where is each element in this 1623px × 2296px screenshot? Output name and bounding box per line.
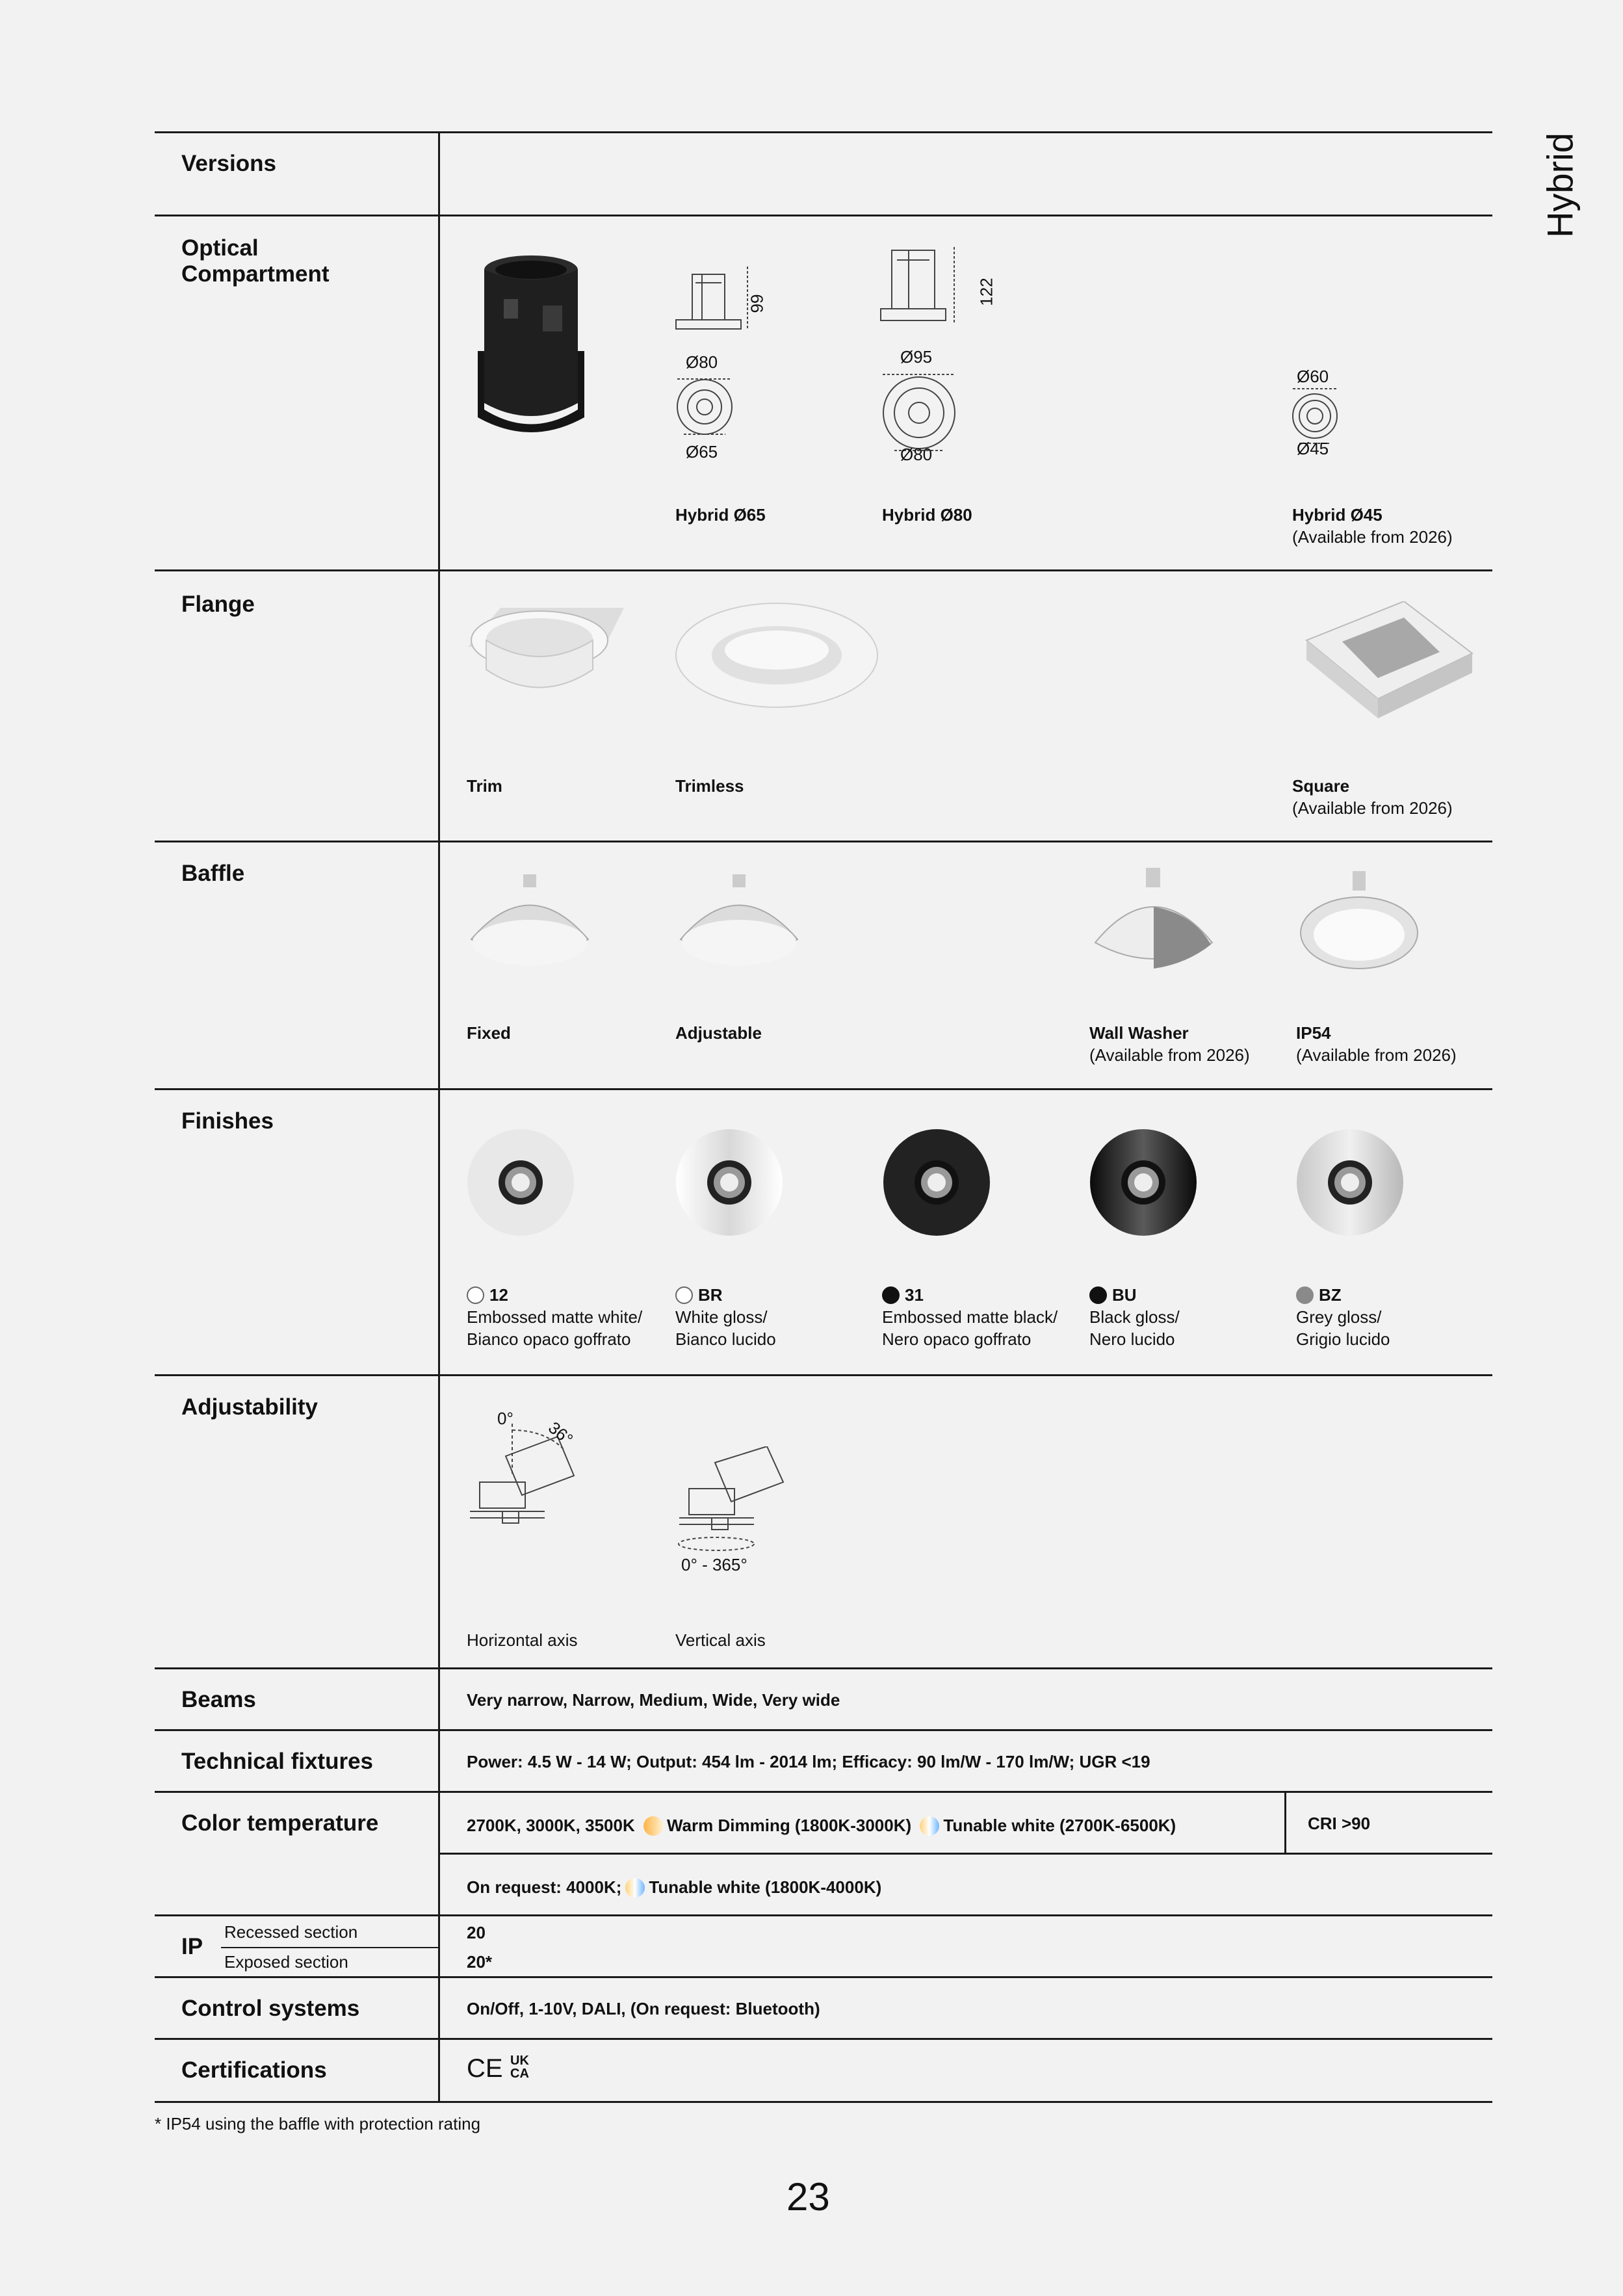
finish-br: BR White gloss/ Bianco lucido [675, 1285, 776, 1349]
row-label-control: Control systems [181, 1996, 360, 2021]
baffle-fixed-photo [465, 874, 595, 972]
rule [155, 1088, 1492, 1090]
row-label-adjustability: Adjustability [181, 1394, 318, 1420]
cri-value: CRI >90 [1308, 1814, 1371, 1833]
finish-31-swatch [882, 1128, 991, 1237]
h80-height: 122 [976, 278, 996, 306]
ip-exposed-label: Exposed section [224, 1952, 348, 1972]
h80-name: Hybrid Ø80 [882, 505, 972, 525]
row-label-versions: Versions [181, 151, 276, 176]
column-divider [438, 1667, 440, 2103]
finish-12: 12 Embossed matte white/ Bianco opaco goffrato [467, 1285, 643, 1349]
finish-dot [467, 1286, 484, 1304]
baffle-ip54-label: IP54 [1296, 1023, 1331, 1043]
control-value: On/Off, 1-10V, DALI, (On request: Bluetooth) [467, 1999, 820, 2018]
rule [155, 1914, 1492, 1916]
flange-square-note: (Available from 2026) [1292, 798, 1453, 818]
flange-trimless-photo [673, 598, 884, 715]
technical-value: Power: 4.5 W - 14 W; Output: 454 lm - 2014 lm; Efficacy: 90 lm/W - 170 lm/W; UGR <19 [467, 1752, 1150, 1771]
h45-inner: Ø45 [1297, 439, 1329, 458]
rule [155, 131, 1492, 133]
finish-dot [675, 1286, 693, 1304]
horizontal-axis-label: Horizontal axis [467, 1630, 578, 1650]
beams-value: Very narrow, Narrow, Medium, Wide, Very wide [467, 1690, 840, 1710]
color-temp-line-1: 2700K, 3000K, 3500K Warm Dimming (1800K-3000K) Tunable white (2700K-6500K) [467, 1816, 1176, 1835]
h45-note: (Available from 2026) [1292, 527, 1453, 547]
column-divider [1284, 1791, 1286, 1853]
vertical-axis-label: Vertical axis [675, 1630, 766, 1650]
row-label-technical: Technical fixtures [181, 1749, 374, 1774]
row-label-color-temperature: Color temperature [181, 1810, 379, 1836]
finish-12-swatch [466, 1128, 575, 1237]
rule [155, 1791, 1492, 1793]
h-axis-zero: 0° [497, 1409, 513, 1428]
row-label-baffle: Baffle [181, 861, 245, 886]
h65-height: 99 [747, 294, 767, 313]
tunable-white-icon [920, 1816, 939, 1836]
rule [155, 1374, 1492, 1376]
footnote: * IP54 using the baffle with protection rating [155, 2114, 481, 2133]
rule [155, 215, 1492, 216]
h80-outer: Ø95 [900, 347, 933, 367]
h65-inner: Ø65 [686, 442, 718, 462]
row-label-ip: IP [181, 1934, 203, 1959]
finish-br-swatch [675, 1128, 784, 1237]
horizontal-axis-drawing [467, 1424, 597, 1534]
optical-module-photo [465, 247, 598, 442]
finish-dot [1089, 1286, 1107, 1304]
flange-trimless-label: Trimless [675, 776, 744, 796]
ce-mark: CE [467, 2054, 503, 2083]
flange-square-label: Square [1292, 776, 1350, 796]
finish-bz-swatch [1295, 1128, 1405, 1237]
row-label-finishes: Finishes [181, 1108, 274, 1134]
page-number: 23 [786, 2175, 830, 2219]
rule [155, 2101, 1492, 2103]
baffle-wallwasher-photo [1089, 868, 1219, 978]
tunable-white-icon [625, 1878, 645, 1898]
baffle-fixed-label: Fixed [467, 1023, 511, 1043]
h45-outer: Ø60 [1297, 367, 1329, 386]
row-label-certifications: Certifications [181, 2057, 327, 2083]
finish-dot [1296, 1286, 1314, 1304]
ip-recessed-value: 20 [467, 1923, 486, 1942]
side-tab: Hybrid [1539, 133, 1581, 238]
h65-name: Hybrid Ø65 [675, 505, 766, 525]
rule [155, 1976, 1492, 1978]
finish-bu-swatch [1089, 1128, 1198, 1237]
baffle-adjustable-photo [674, 874, 804, 972]
finish-bu: BU Black gloss/ Nero lucido [1089, 1285, 1180, 1349]
flange-trim-label: Trim [467, 776, 502, 796]
flange-square-photo [1300, 601, 1479, 725]
rule [221, 1947, 440, 1948]
rule [155, 841, 1492, 842]
rule [155, 1667, 1492, 1669]
finish-dot [882, 1286, 900, 1304]
row-label-beams: Beams [181, 1687, 256, 1712]
ip-exposed-value: 20* [467, 1952, 493, 1972]
color-temp-line-2: On request: 4000K; Tunable white (1800K-4000K) [467, 1877, 882, 1897]
baffle-ip54-note: (Available from 2026) [1296, 1045, 1457, 1065]
h80-inner: Ø80 [900, 445, 933, 464]
baffle-wallwasher-label: Wall Washer [1089, 1023, 1189, 1043]
baffle-adjustable-label: Adjustable [675, 1023, 762, 1043]
h-axis-angle: 36° [544, 1417, 577, 1450]
finish-bz: BZ Grey gloss/ Grigio lucido [1296, 1285, 1390, 1349]
rule [155, 569, 1492, 571]
warm-dimming-icon [643, 1816, 663, 1836]
baffle-ip54-photo [1295, 871, 1422, 975]
baffle-wallwasher-note: (Available from 2026) [1089, 1045, 1250, 1065]
rule [440, 1853, 1492, 1855]
rule [155, 1729, 1492, 1731]
flange-trim-photo [461, 595, 630, 705]
v-axis-range: 0° - 365° [681, 1555, 747, 1574]
h65-outer: Ø80 [686, 352, 718, 372]
finish-31: 31 Embossed matte black/ Nero opaco goffrato [882, 1285, 1058, 1349]
row-label-flange: Flange [181, 592, 255, 617]
h45-name: Hybrid Ø45 [1292, 505, 1383, 525]
vertical-axis-drawing [676, 1446, 806, 1554]
ukca-mark: UK CA [510, 2054, 529, 2081]
rule [155, 2038, 1492, 2040]
ip-recessed-label: Recessed section [224, 1922, 358, 1942]
row-label-optical: Optical Compartment [181, 235, 330, 287]
column-divider [438, 131, 440, 1667]
